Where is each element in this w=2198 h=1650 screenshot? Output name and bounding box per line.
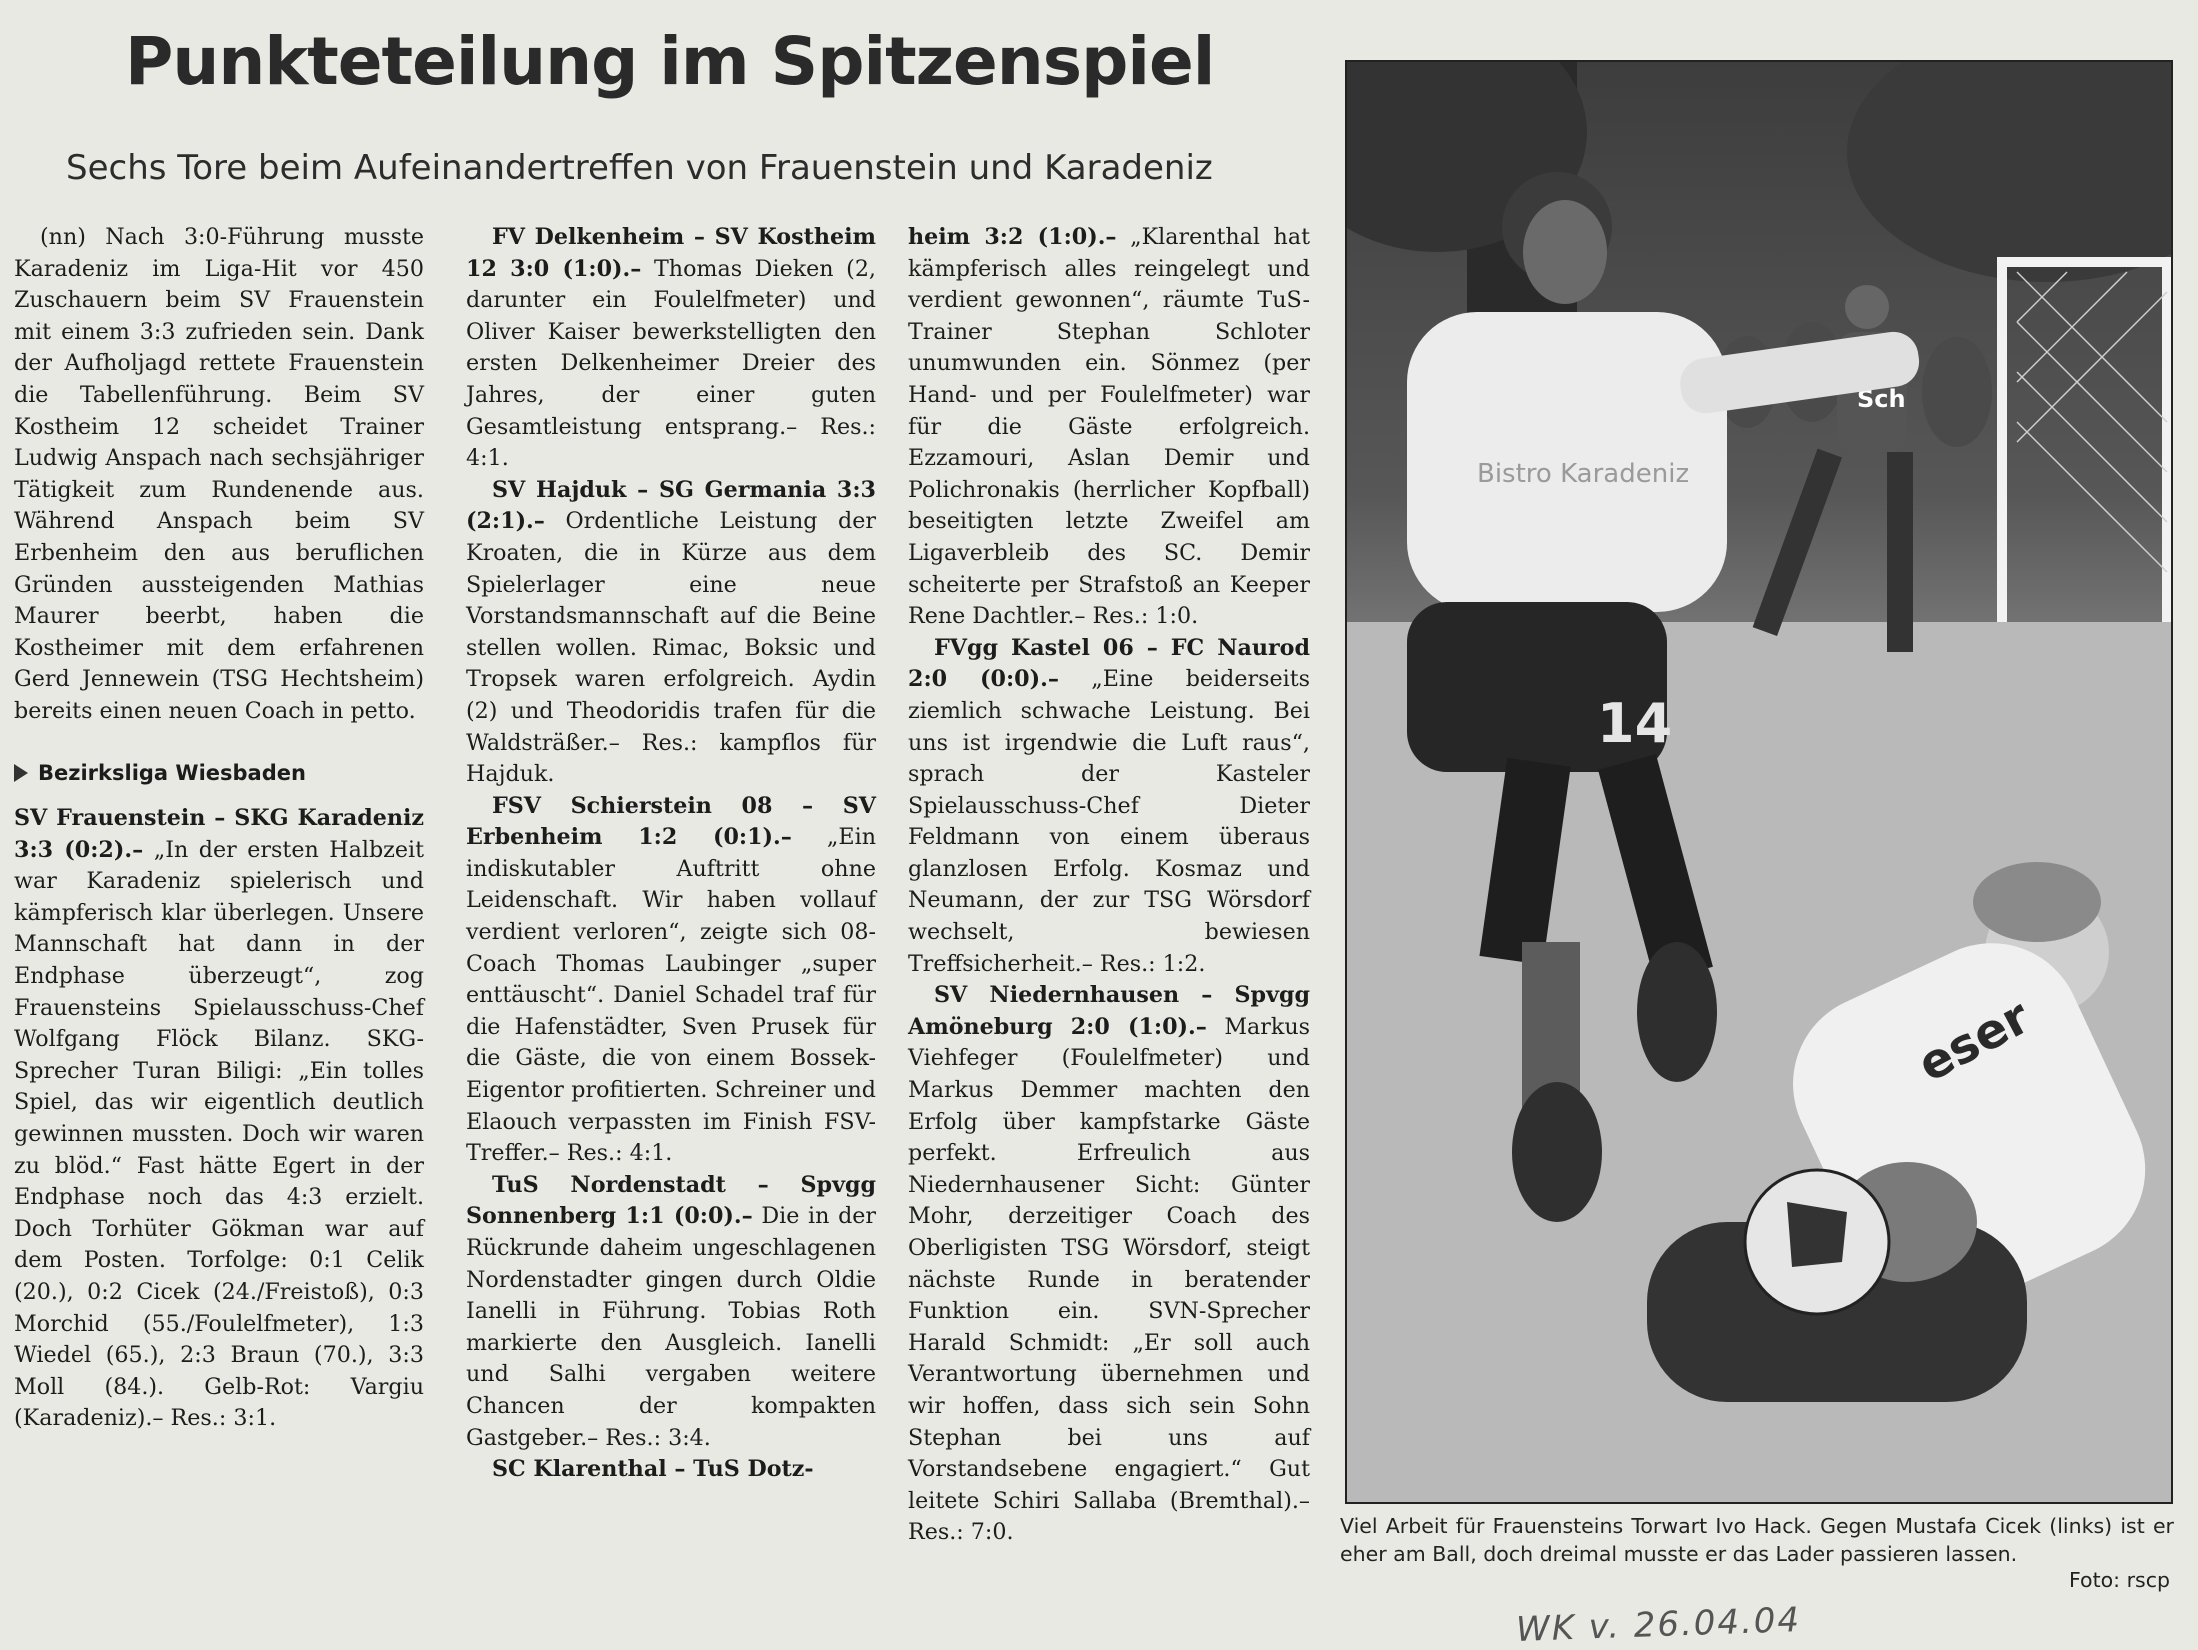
match-heading: SC Klarenthal – TuS Dotz- <box>492 1456 814 1483</box>
match-report <box>908 633 1310 981</box>
article-column-3 <box>908 222 1310 1549</box>
match-photo-illustration <box>1347 62 2171 1502</box>
goal-net <box>2017 272 2167 572</box>
photo-credit: Foto: rscp <box>2069 1568 2170 1592</box>
jersey-number: 14 <box>1597 692 1673 755</box>
match-text: „In der ersten Halbzeit war Karadeniz spielerisch und kämpferisch klar überlegen. Unsere Mannschaft hat dann in der Endphase überzeugt“, zog Frauensteins Spielausschuss-Chef Wolfgang Flöck Bilanz. SKG-Sprecher Turan Biligi: „Ein tolles Spiel, das wir eigentlich deutlich gewinnen mussten. Doch wir waren zu blöd.“ Fast hätte Egert in der Endphase noch das 4:3 erzielt. Doch Torhüter Gökman war auf dem Posten. Torfolge: 0:1 Celik (20.), 0:2 Cicek (24./Freistoß), 0:3 Morchid (55./Foulelfmeter), 1:3 Wiedel (65.), 2:3 Braun (70.), 3:3 Moll (84.). Gelb-Rot: Vargiu (Karadeniz).– Res.: 3:1. <box>14 836 425 1432</box>
match-text: „Klarenthal hat kämpferisch alles reingelegt und verdient gewonnen“, räumte TuS-Trainer Stephan Schloter unumwunden ein. Sönmez (per Hand- und per Foulelfmeter) war für die Gäste erfolgreich. Ezzamouri, Aslan Demir und Polichronakis (herrlicher Kopfball) beseitigten letzte Zweifel am Ligaverbleib des SC. Demir scheiterte per Strafstoß an Keeper Rene Dachtler.– Res.: 1:0. <box>908 224 1310 630</box>
handwritten-note: WK v. 26.04.04 <box>1515 1600 1802 1650</box>
match-heading: heim 3:2 (1:0).– <box>908 224 1117 250</box>
match-heading: SV Hajduk – SG Germania 3:3 (2:1).– <box>466 476 876 535</box>
goalkeeper-shirt-print: eser <box>1908 988 2039 1094</box>
match-report <box>908 222 1310 633</box>
match-text: Ordentliche Leistung der Kroaten, die in Kürze aus dem Spielerlager eine neue Vorstandsmannschaft auf die Beine stellen wollen. Rimac, Boksic und Tropsek waren erfolgreich. Aydin (2) und Theodoridis trafen für die Waldsträßer.– Res.: kampflos für Hajduk. <box>466 508 876 788</box>
match-report <box>14 803 424 1435</box>
match-heading: TuS Nordenstadt – Spvgg Sonnenberg 1:1 (0:0).– <box>466 1171 876 1230</box>
match-heading: SV Frauenstein – SKG Karadeniz 3:3 (0:2).– <box>14 805 424 863</box>
intro-paragraph: (nn) Nach 3:0-Führung musste Karadeniz im Liga-Hit vor 450 Zuschauern beim SV Frauenstein mit einem 3:3 zufrieden sein. Dank der Aufholjagd rettete Frauenstein die Tabellenführung. Beim SV Kostheim 12 scheidet Trainer Ludwig Anspach nach sechsjähriger Tätigkeit zum Rundenende aus. Während Anspach beim SV Erbenheim den aus beruflichen Gründen aussteigenden Mathias Maurer beerbt, haben die Kostheimer mit dem erfahrenen Gerd Jennewein (TSG Hechtsheim) bereits einen neuen Coach in petto. <box>14 224 424 724</box>
foliage <box>1847 62 2171 282</box>
match-text: „Ein indiskutabler Auftritt ohne Leidenschaft. Wir haben vollauf verdient verloren“, zeigte sich 08-Coach Thomas Laubinger „super enttäuscht“. Daniel Schadel traf für die Hafenstädter, Sven Prusek für die Gäste, die von einem Bossek-Eigentor profitierten. Schreiner und Elaouch verpassten im Finish FSV-Treffer.– Res.: 4:1. <box>466 824 876 1167</box>
outfield-shirt-print: Bistro Karadeniz <box>1477 459 1690 489</box>
match-report <box>466 222 876 475</box>
svg-text:Sch: Sch <box>1857 385 1906 413</box>
match-report <box>466 791 876 1170</box>
match-report <box>908 980 1310 1549</box>
match-text: Die in der Rückrunde daheim ungeschlagenen Nordenstadter gingen durch Oldie Ianelli in Führung. Tobias Roth markierte den Ausgleich. Ianelli und Salhi vergaben weitere Chancen der kompakten Gastgeber.– Res.: 3:4. <box>466 1203 877 1451</box>
section-heading <box>14 758 424 790</box>
match-photo <box>1345 60 2173 1504</box>
match-heading: FSV Schierstein 08 – SV Erbenheim 1:2 (0:1).– <box>466 792 876 851</box>
match-text: Thomas Dieken (2, darunter ein Foulelfmeter) und Oliver Kaiser bewerkstelligten den ersten Delkenheimer Dreier des Jahres, der einer guten Gesamtleistung entsprang.– Res.: 4:1. <box>466 255 876 472</box>
match-heading: FV Delkenheim – SV Kostheim 12 3:0 (1:0).– <box>466 224 876 282</box>
article-column-1 <box>14 222 424 1435</box>
match-heading: FVgg Kastel 06 – FC Naurod 2:0 (0:0).– <box>908 634 1310 693</box>
photo-caption: Viel Arbeit für Frauensteins Torwart Ivo Hack. Gegen Mustafa Cicek (links) ist er eher am Ball, doch dreimal musste er das Lader passieren lassen. <box>1340 1514 2174 1566</box>
match-report <box>466 1454 876 1486</box>
match-report <box>466 475 876 791</box>
section-heading-label: Bezirksliga Wiesbaden <box>38 760 306 785</box>
goal-frame <box>2002 262 2167 642</box>
match-text: Markus Viehfeger (Foulelfmeter) und Markus Demmer machten den Erfolg über kampfstarke Gäste perfekt. Erfreulich aus Niedernhausener Sicht: Günter Mohr, derzeitiger Coach des Oberligisten TSG Wörsdorf, steigt nächste Runde in beratender Funktion ein. SVN-Sprecher Harald Schmidt: „Er soll auch Verantwortung übernehmen und wir hoffen, dass sich sein Sohn Stephan bei uns auf Vorstandsebene engagiert.“ Gut leitete Schiri Sallaba (Bremthal).– Res.: 7:0. <box>908 1013 1310 1546</box>
match-report <box>466 1170 876 1454</box>
triangle-bullet-icon <box>14 764 28 782</box>
article-subheadline: Sechs Tore beim Aufeinandertreffen von Frauenstein und Karadeniz <box>66 148 1213 188</box>
article-column-2 <box>466 222 876 1486</box>
article-headline: Punkteteilung im Spitzenspiel <box>125 23 1215 100</box>
match-heading: SV Niedernhausen – Spvgg Amöneburg 2:0 (1:0).– <box>908 982 1310 1040</box>
match-text: „Eine beiderseits ziemlich schwache Leistung. Bei uns ist irgendwie die Luft raus“, sprach der Kasteler Spielausschuss-Chef Dieter Feldmann von einem überaus glanzlosen Erfolg. Kosmaz und Neumann, der zur TSG Wörsdorf wechselt, bewiesen Treffsicherheit.– Res.: 1:2. <box>908 666 1310 977</box>
football-panel <box>1787 1202 1847 1267</box>
